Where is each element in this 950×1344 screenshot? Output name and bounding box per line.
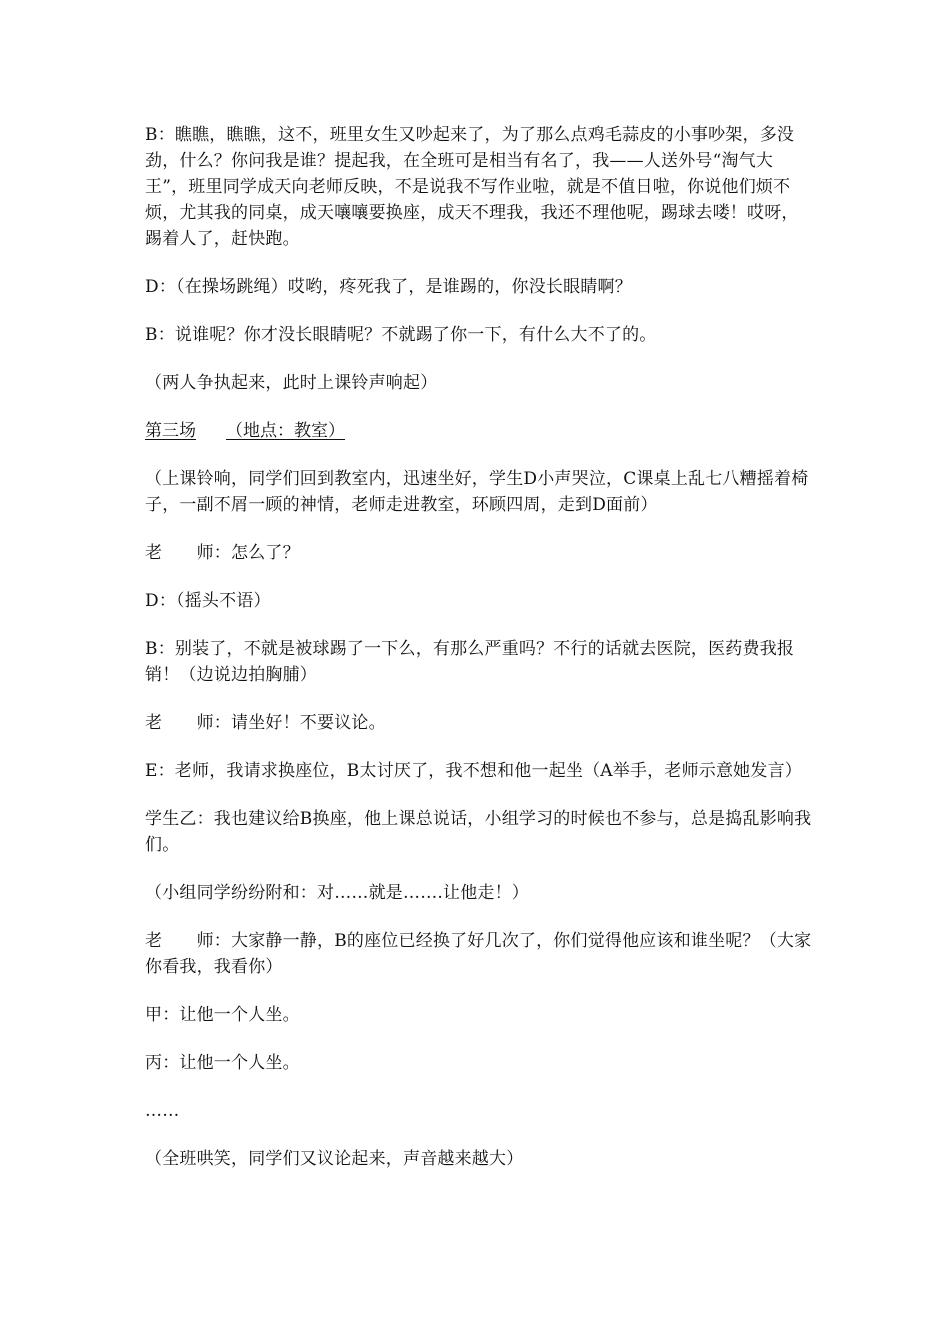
scene-location: （地点：教室） xyxy=(226,421,345,441)
paragraph-teacher-quiet: 老 师：大家静一静，B的座位已经换了好几次了，你们觉得他应该和谁坐呢？（大家你看我，我看你） xyxy=(145,931,812,977)
paragraph-d-silent: D：（摇头不语） xyxy=(145,591,271,611)
stage-direction-bell: （两人争执起来，此时上课铃声响起） xyxy=(145,373,438,393)
paragraph-b-pretend: B：别装了，不就是被球踢了一下么，有那么严重吗？不行的话就去医院，医药费我报销！（边说边拍胸脯） xyxy=(145,639,795,685)
stage-direction-classroom: （上课铃响，同学们回到教室内，迅速坐好，学生D小声哭泣，C课桌上乱七八糟摇着椅子，一副不屑一顾的神情，老师走进教室，环顾四周，走到D面前） xyxy=(145,469,809,515)
paragraph-bing: 丙：让他一个人坐。 xyxy=(145,1053,300,1073)
scene-heading-wrap xyxy=(145,418,815,444)
scene-title: 第三场 xyxy=(145,421,196,441)
paragraph-d-line: D：（在操场跳绳）哎哟，疼死我了，是谁踢的，你没长眼睛啊？ xyxy=(145,277,632,297)
stage-direction-group: （小组同学纷纷附和：对……就是…….让他走！） xyxy=(145,883,530,903)
paragraph-jia: 甲：让他一个人坐。 xyxy=(145,1005,300,1025)
stage-direction-laugh: （全班哄笑，同学们又议论起来，声音越来越大） xyxy=(145,1149,524,1169)
scene-heading xyxy=(145,418,345,444)
ellipsis-line: …… xyxy=(145,1101,180,1121)
document-page xyxy=(145,122,815,1172)
paragraph-student-yi: 学生乙：我也建议给B换座，他上课总说话，小组学习的时候也不参与，总是捣乱影响我们。 xyxy=(145,809,812,855)
paragraph-b-reply: B：说谁呢？你才没长眼睛呢？不就踢了你一下，有什么大不了的。 xyxy=(145,325,657,345)
paragraph-teacher-ask: 老 师：怎么了？ xyxy=(145,543,300,563)
paragraph-e-request: E：老师，我请求换座位，B太讨厌了，我不想和他一起坐（A举手，老师示意她发言） xyxy=(145,761,802,781)
paragraph-teacher-sit: 老 师：请坐好！不要议论。 xyxy=(145,713,386,733)
paragraph-b-monologue: B：瞧瞧，瞧瞧，这不，班里女生又吵起来了，为了那么点鸡毛蒜皮的小事吵架，多没劲，什么？你问我是谁？提起我，在全班可是相当有名了，我——人送外号“淘气大王”，班里同学成天向老师反映，不是说我不写作业啦，就是不值日啦，你说他们烦不烦，尤其我的同桌，成天嚷嚷要换座，成天不理我，我还不理他呢，踢球去喽！哎呀，踢着人了，赶快跑。 xyxy=(145,125,799,249)
